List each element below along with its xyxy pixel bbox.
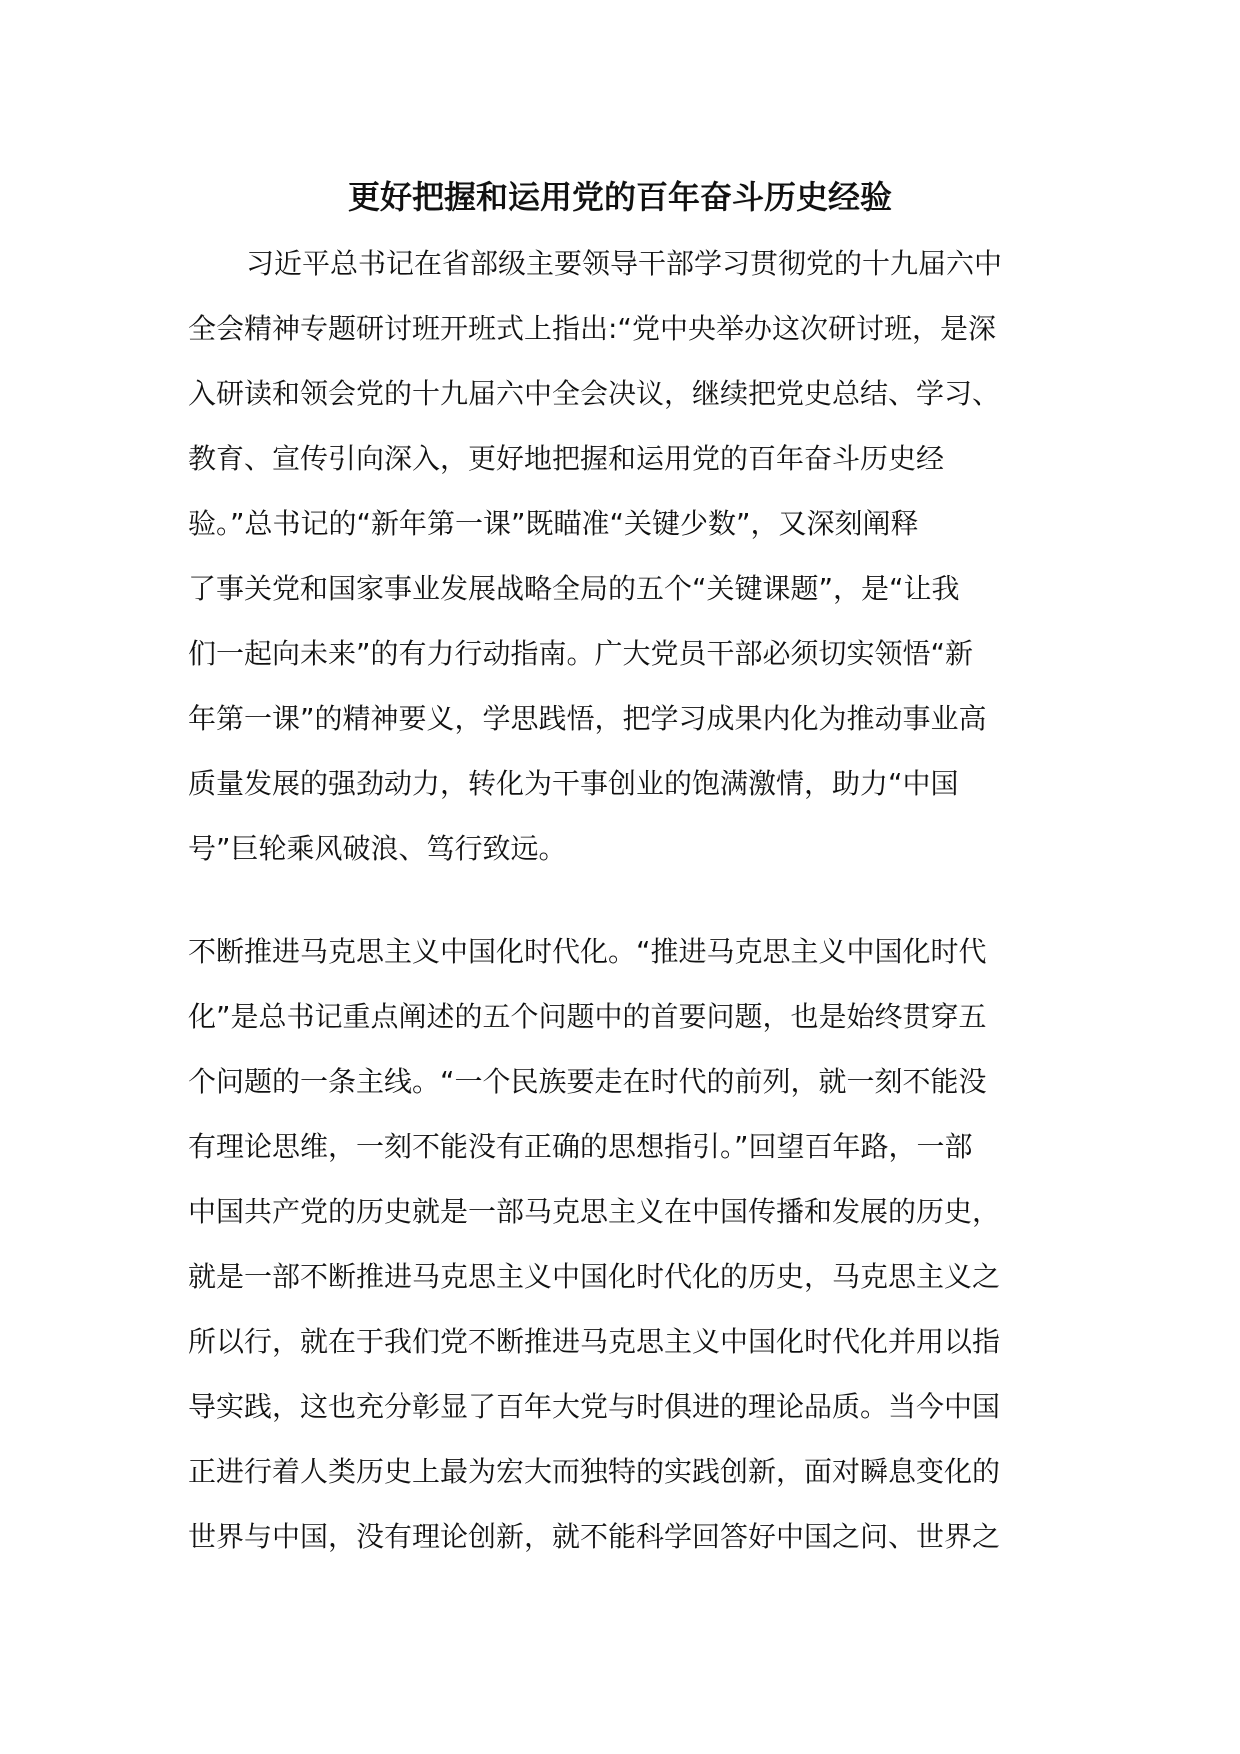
paragraph-line: 中国共产党的历史就是一部马克思主义在中国传播和发展的历史， (188, 1195, 1001, 1228)
paragraph-line: 年第一课”的精神要义，学思践悟，把学习成果内化为推动事业高 (188, 702, 987, 735)
paragraph-line: 个问题的一条主线。“一个民族要走在时代的前列，就一刻不能没 (188, 1065, 987, 1098)
paragraph-line: 教育、宣传引向深入，更好地把握和运用党的百年奋斗历史经 (188, 442, 945, 475)
paragraph-line: 不断推进马克思主义中国化时代化。“推进马克思主义中国化时代 (188, 935, 987, 968)
paragraph-line: 化”是总书记重点阐述的五个问题中的首要问题，也是始终贯穿五 (188, 1000, 987, 1033)
paragraph-1 (188, 231, 1068, 881)
paragraph-line: 导实践，这也充分彰显了百年大党与时俱进的理论品质。当今中国 (188, 1390, 1001, 1423)
paragraph-line: 有理论思维，一刻不能没有正确的思想指引。”回望百年路，一部 (188, 1130, 973, 1163)
paragraph-line: 全会精神专题研讨班开班式上指出:“党中央举办这次研讨班，是深 (188, 312, 996, 345)
paragraph-line: 就是一部不断推进马克思主义中国化时代化的历史，马克思主义之 (188, 1260, 1001, 1293)
paragraph-line: 所以行，就在于我们党不断推进马克思主义中国化时代化并用以指 (188, 1325, 1001, 1358)
paragraph-line: 习近平总书记在省部级主要领导干部学习贯彻党的十九届六中 (246, 247, 1003, 280)
paragraph-line: 了事关党和国家事业发展战略全局的五个“关键课题”，是“让我 (188, 572, 960, 605)
paragraph-line: 们一起向未来”的有力行动指南。广大党员干部必须切实领悟“新 (188, 637, 974, 670)
paragraph-line: 正进行着人类历史上最为宏大而独特的实践创新，面对瞬息变化的 (188, 1455, 1001, 1488)
document-title: 更好把握和运用党的百年奋斗历史经验 (347, 178, 892, 216)
paragraph-line: 验。”总书记的“新年第一课”既瞄准“关键少数”，又深刻阐释 (188, 507, 919, 540)
paragraph-line: 质量发展的强劲动力，转化为干事创业的饱满激情，助力“中国 (188, 767, 959, 800)
paragraph-line: 入研读和领会党的十九届六中全会决议，继续把党史总结、学习、 (188, 377, 1001, 410)
paragraph-2 (188, 919, 1068, 1569)
paragraph-line: 号”巨轮乘风破浪、笃行致远。 (188, 832, 567, 865)
paragraph-line: 世界与中国，没有理论创新，就不能科学回答好中国之问、世界之 (188, 1520, 1001, 1553)
